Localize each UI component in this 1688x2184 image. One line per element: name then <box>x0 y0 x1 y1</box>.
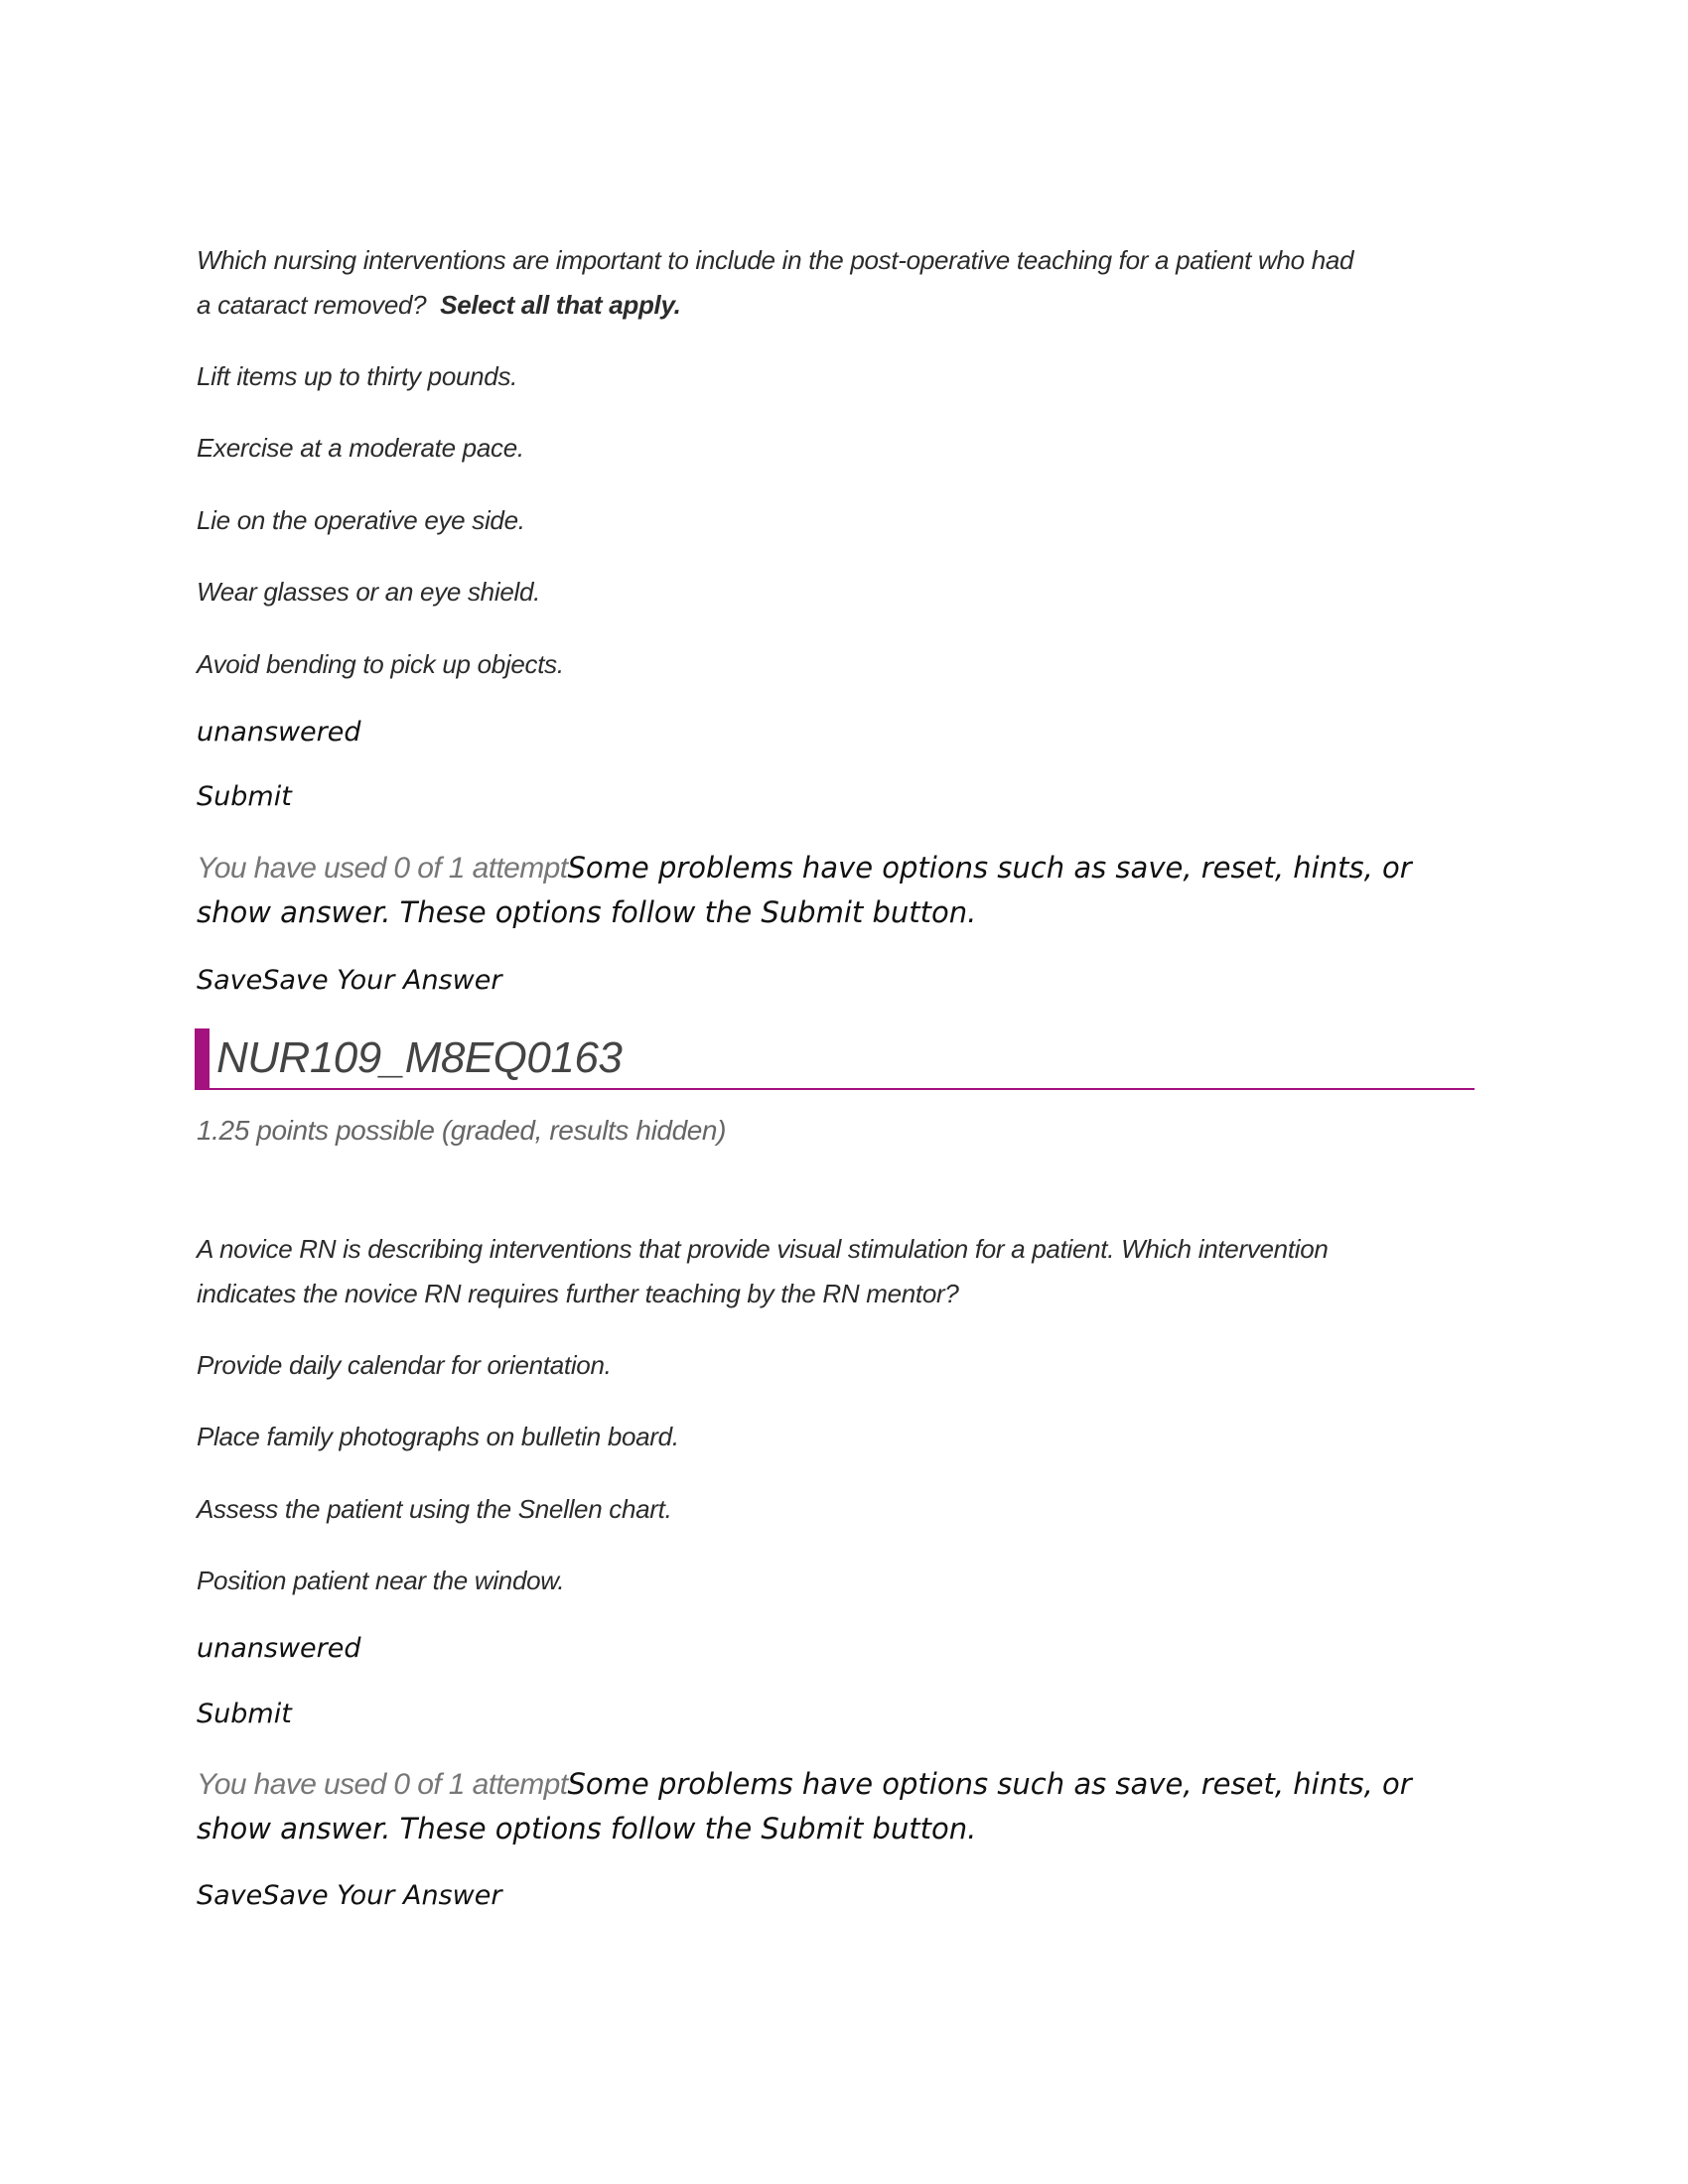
save-sr-label: Save Your Answer <box>262 1880 502 1911</box>
question-text: Which nursing interventions are important to include in the post-operative teaching for a patient who had <box>197 245 1354 275</box>
accent-bar <box>195 1028 210 1090</box>
status-text: unanswered <box>197 717 361 748</box>
problem-title: NUR109_M8EQ0163 <box>216 1033 623 1082</box>
options-note-cont: show answer. These options follow the Submit button. <box>197 895 977 929</box>
options-note-cont: show answer. These options follow the Submit button. <box>197 1812 977 1845</box>
submit-button[interactable]: Submit <box>197 781 292 812</box>
attempts-text: You have used 0 of 1 attempt <box>197 852 568 885</box>
options-note: Some problems have options such as save, reset, hints, or <box>567 1767 1412 1801</box>
status-text: unanswered <box>197 1633 361 1664</box>
question-text-cont <box>197 283 681 327</box>
answer-option[interactable]: Assess the patient using the Snellen chart. <box>197 1494 672 1524</box>
question-text-cont: indicates the novice RN requires further teaching by the RN mentor? <box>197 1279 959 1308</box>
answer-option[interactable]: Avoid bending to pick up objects. <box>197 649 564 679</box>
answer-option[interactable]: Position patient near the window. <box>197 1566 565 1595</box>
save-label: Save <box>197 1880 263 1911</box>
attempts-info <box>197 846 1412 890</box>
answer-option[interactable]: Lift items up to thirty pounds. <box>197 361 518 391</box>
options-note: Some problems have options such as save, reset, hints, or <box>567 851 1412 885</box>
answer-option[interactable]: Place family photographs on bulletin board. <box>197 1422 679 1451</box>
attempts-info <box>197 1762 1412 1807</box>
question-text-line2: a cataract removed? <box>197 290 427 320</box>
save-label: Save <box>197 965 263 996</box>
question-text: A novice RN is describing interventions that provide visual stimulation for a patient. Which intervention <box>197 1234 1329 1264</box>
answer-option[interactable]: Provide daily calendar for orientation. <box>197 1350 612 1380</box>
save-button[interactable] <box>197 1874 501 1918</box>
submit-button[interactable]: Submit <box>197 1699 292 1729</box>
save-sr-label: Save Your Answer <box>262 965 502 996</box>
points-possible: 1.25 points possible (graded, results hidden) <box>197 1115 727 1146</box>
save-button[interactable] <box>197 959 501 1003</box>
question-instruction: Select all that apply. <box>440 290 681 320</box>
answer-option[interactable]: Exercise at a moderate pace. <box>197 433 524 463</box>
answer-option[interactable]: Wear glasses or an eye shield. <box>197 577 541 607</box>
attempts-text: You have used 0 of 1 attempt <box>197 1768 568 1801</box>
answer-option[interactable]: Lie on the operative eye side. <box>197 505 525 535</box>
problem-header <box>195 1028 1475 1090</box>
